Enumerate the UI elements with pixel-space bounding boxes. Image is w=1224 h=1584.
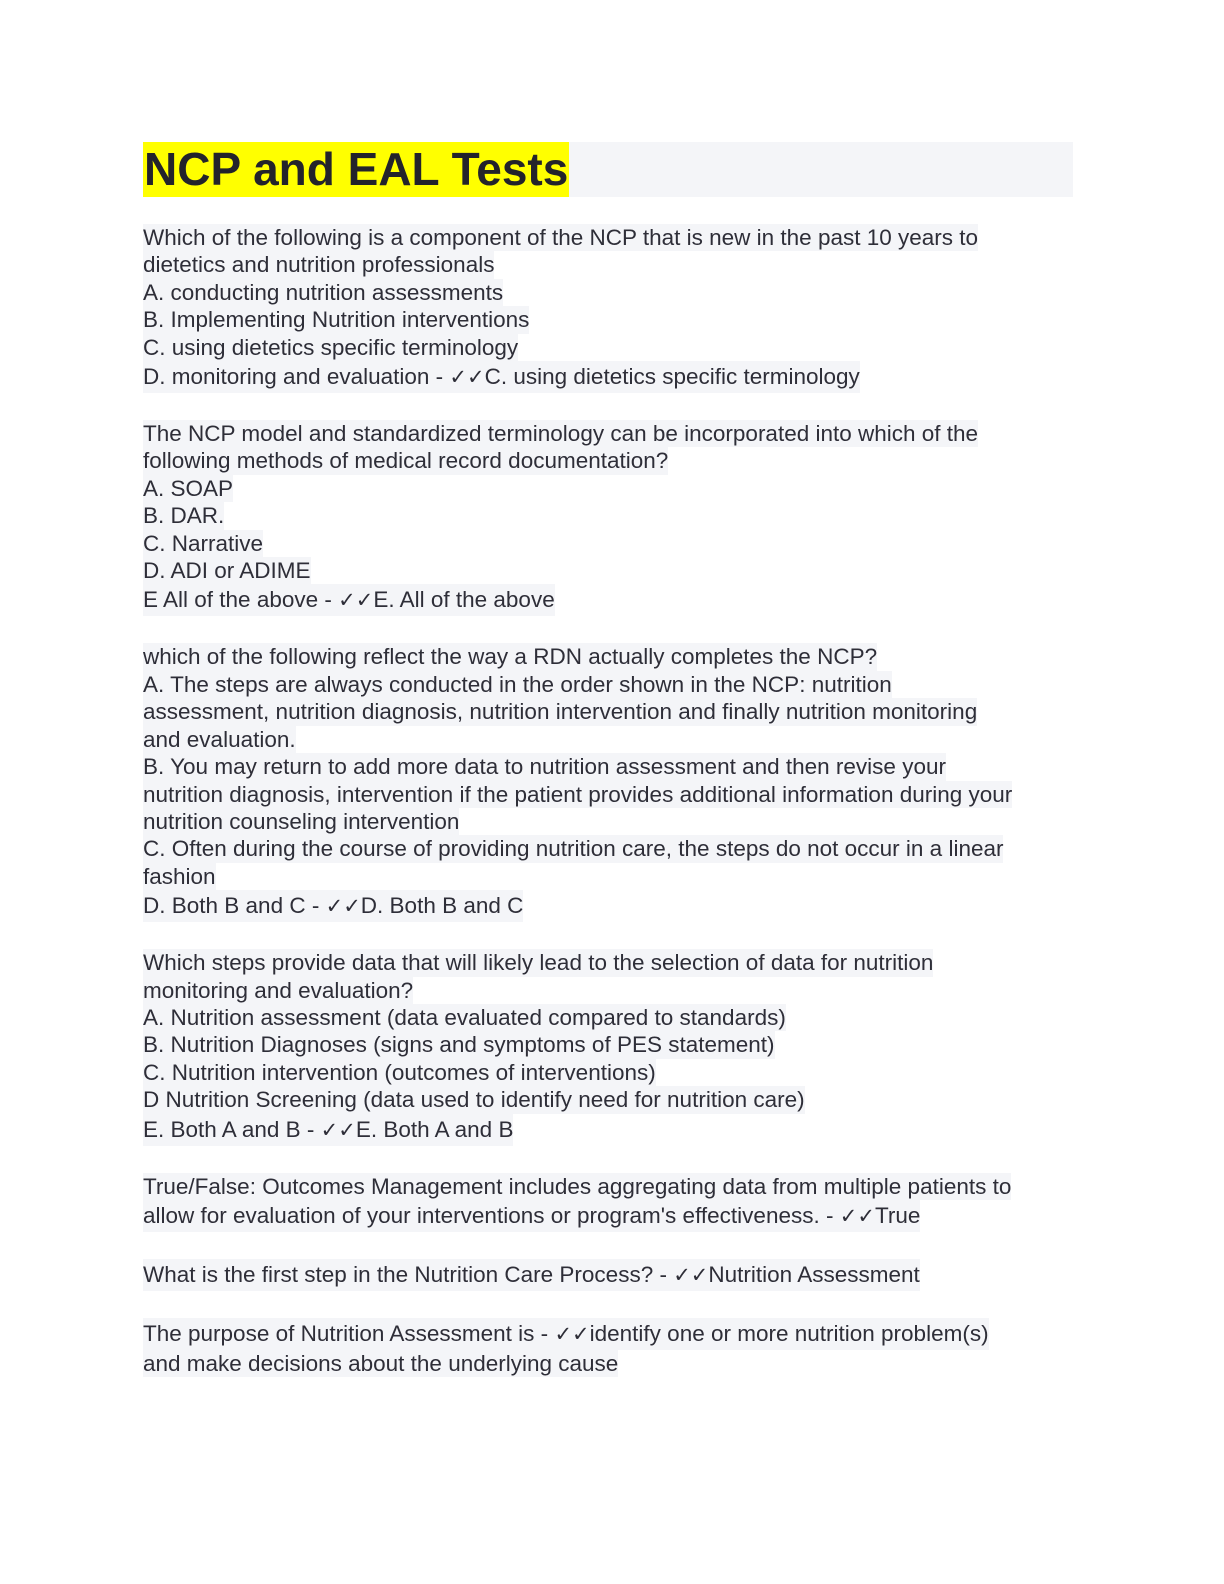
answer-prefix: The purpose of Nutrition Assessment is - [143, 1320, 555, 1346]
answer-line [143, 584, 555, 616]
answer-prefix: E. Both A and B - [143, 1116, 321, 1142]
question-line: A. conducting nutrition assessments [143, 279, 504, 305]
double-check-icon: ✓✓ [554, 1321, 590, 1346]
correct-answer: identify one or more nutrition problem(s) [589, 1320, 989, 1346]
question-line: D Nutrition Screening (data used to identify need for nutrition care) [143, 1087, 805, 1113]
question-line: monitoring and evaluation? [143, 977, 414, 1003]
answer-prefix: What is the first step in the Nutrition Care Process? - [143, 1261, 674, 1287]
question-line: C. Often during the course of providing nutrition care, the steps do not occur in a linear [143, 836, 1004, 862]
question-line: True/False: Outcomes Management includes aggregating data from multiple patients to [143, 1173, 1012, 1199]
question-line: following methods of medical record documentation? [143, 448, 669, 474]
question-line: B. Implementing Nutrition interventions [143, 307, 530, 333]
answer-continuation-line: and make decisions about the underlying cause [143, 1350, 619, 1376]
double-check-icon: ✓✓ [839, 1203, 875, 1228]
question-line: B. DAR. [143, 503, 225, 529]
question-line: B. You may return to add more data to nutrition assessment and then revise your [143, 754, 946, 780]
question-block [143, 1173, 1078, 1232]
question-line: Which of the following is a component of the NCP that is new in the past 10 years to [143, 225, 979, 250]
question-block [143, 1318, 1078, 1377]
question-line: The NCP model and standardized terminology can be incorporated into which of the [143, 421, 979, 447]
answer-line [143, 1114, 513, 1146]
question-line: Which steps provide data that will likely lead to the selection of data for nutrition [143, 950, 934, 976]
question-line: fashion [143, 863, 216, 889]
answer-prefix: D. monitoring and evaluation - [143, 364, 450, 390]
question-block [143, 224, 1078, 393]
question-line: assessment, nutrition diagnosis, nutrition intervention and finally nutrition monitoring [143, 699, 978, 725]
double-check-icon: ✓✓ [325, 894, 361, 919]
answer-line [143, 361, 860, 393]
question-block [143, 949, 1078, 1145]
correct-answer: E. All of the above [373, 587, 555, 613]
answer-line [143, 890, 523, 922]
double-check-icon: ✓✓ [338, 588, 374, 613]
question-line: C. Nutrition intervention (outcomes of interventions) [143, 1059, 656, 1085]
double-check-icon: ✓✓ [673, 1262, 709, 1287]
question-line: which of the following reflect the way a RDN actually completes the NCP? [143, 644, 878, 670]
question-block [143, 643, 1078, 922]
question-line: C. Narrative [143, 530, 264, 556]
double-check-icon: ✓✓ [320, 1117, 356, 1142]
question-line: nutrition counseling intervention [143, 808, 460, 834]
correct-answer: True [874, 1202, 921, 1228]
answer-line [143, 1200, 920, 1232]
question-line: and evaluation. [143, 726, 296, 752]
correct-answer: D. Both B and C [360, 893, 524, 919]
correct-answer: E. Both A and B [355, 1116, 514, 1142]
document-title: NCP and EAL Tests [144, 143, 569, 195]
question-list [143, 224, 1078, 1404]
question-line: dietetics and nutrition professionals [143, 252, 495, 278]
correct-answer: Nutrition Assessment [708, 1261, 920, 1287]
double-check-icon: ✓✓ [449, 365, 485, 390]
answer-prefix: allow for evaluation of your interventions or program's effectiveness. - [143, 1202, 840, 1228]
answer-line [143, 1318, 989, 1350]
question-line: A. The steps are always conducted in the order shown in the NCP: nutrition [143, 671, 892, 697]
question-line: A. SOAP [143, 475, 234, 501]
question-line: nutrition diagnosis, intervention if the patient provides additional information during your [143, 781, 1013, 807]
answer-prefix: D. Both B and C - [143, 893, 326, 919]
correct-answer: C. using dietetics specific terminology [484, 364, 860, 390]
question-line: C. using dietetics specific terminology [143, 334, 519, 360]
answer-line [143, 1259, 920, 1291]
answer-prefix: E All of the above - [143, 587, 339, 613]
question-block [143, 1259, 1078, 1291]
question-line: D. ADI or ADIME [143, 558, 311, 584]
question-block [143, 420, 1078, 616]
question-line: A. Nutrition assessment (data evaluated compared to standards) [143, 1004, 786, 1030]
question-line: B. Nutrition Diagnoses (signs and symptoms of PES statement) [143, 1032, 775, 1058]
